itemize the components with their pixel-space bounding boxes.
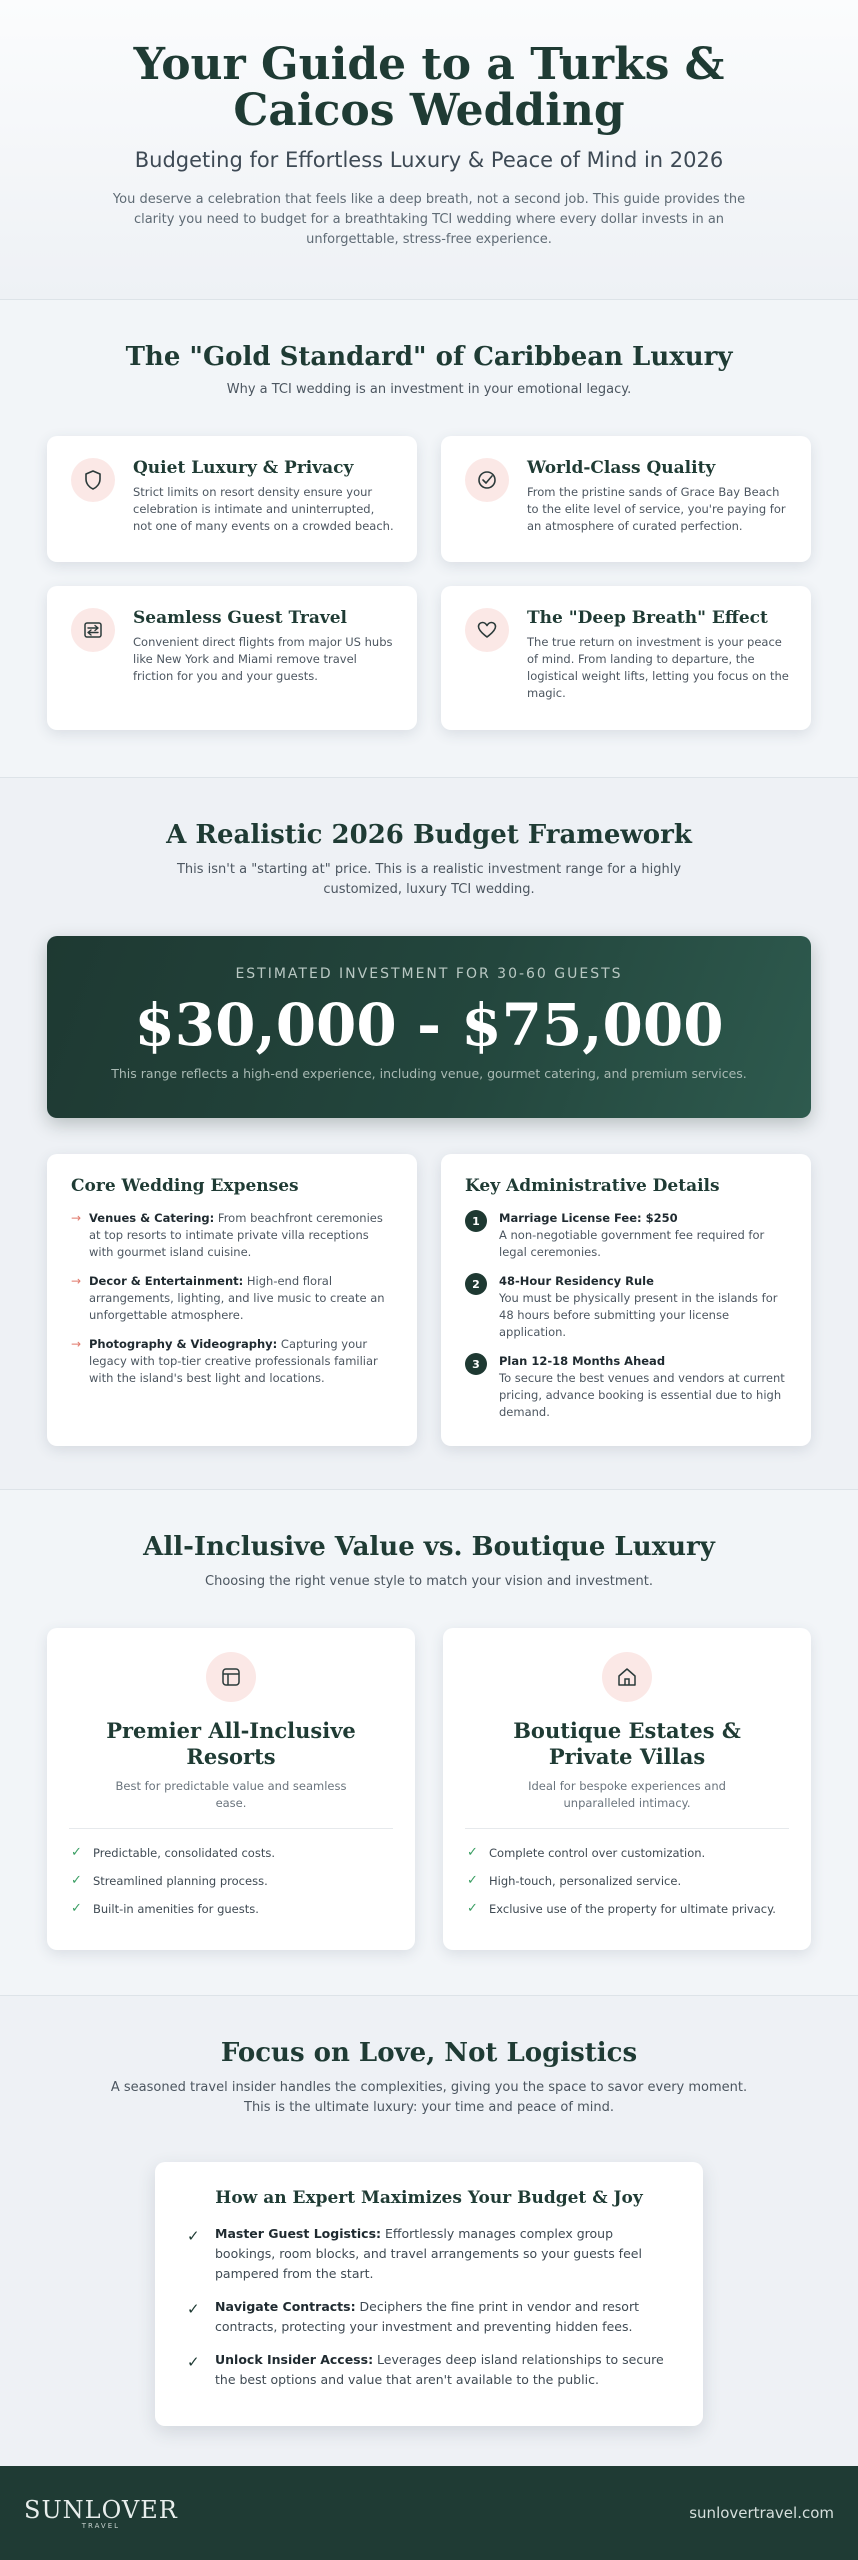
feature-card-travel bbox=[47, 586, 417, 730]
home-icon bbox=[602, 1652, 652, 1702]
card-title: How an Expert Maximizes Your Budget & Joy bbox=[215, 2188, 643, 2208]
feature-card-quality bbox=[441, 436, 811, 562]
check-icon: ✓ bbox=[467, 1901, 478, 1916]
feature-card-privacy bbox=[47, 436, 417, 562]
feature-text: From the pristine sands of Grace Bay Beach to the elite level of service, you're paying for an atmosphere of curated perfection. bbox=[527, 485, 786, 533]
logo-wordmark: SUNLOVER bbox=[24, 2496, 178, 2524]
expert-card bbox=[155, 2162, 703, 2426]
step-number: 3 bbox=[465, 1353, 487, 1375]
admin-item-text: To secure the best venues and vendors at current pricing, advance booking is essential due to high demand. bbox=[499, 1371, 785, 1419]
arrow-right-icon: → bbox=[71, 1274, 82, 1288]
section-lead: A seasoned travel insider handles the complexities, giving you the space to savor every moment. This is the ultimate luxury: your time and peace of mind. bbox=[110, 2080, 748, 2115]
price-range: $30,000 - $75,000 bbox=[134, 991, 724, 1059]
admin-item-text: A non-negotiable government fee required for legal ceremonies. bbox=[499, 1228, 765, 1259]
venue-points bbox=[465, 1839, 789, 1923]
shield-icon bbox=[71, 458, 115, 502]
check-icon: ✓ bbox=[71, 1873, 82, 1888]
check-icon: ✓ bbox=[467, 1845, 478, 1860]
feature-title: World-Class Quality bbox=[527, 458, 716, 478]
resort-icon bbox=[206, 1652, 256, 1702]
arrow-right-icon: → bbox=[71, 1211, 82, 1225]
focus-section bbox=[0, 1996, 858, 2466]
section-title: All-Inclusive Value vs. Boutique Luxury bbox=[143, 1532, 715, 1562]
feature-title: The "Deep Breath" Effect bbox=[527, 608, 768, 628]
heart-icon bbox=[465, 608, 509, 652]
venue-title: Boutique Estates & Private Villas bbox=[513, 1718, 741, 1769]
price-banner bbox=[47, 936, 811, 1118]
page-title: Your Guide to a Turks & Caicos Wedding bbox=[133, 39, 725, 136]
section-title: A Realistic 2026 Budget Framework bbox=[166, 820, 692, 850]
list-item: ✓ Unlock Insider Access: Leverages deep island relationships to secure the best options and value that aren't available to the public. bbox=[187, 2352, 664, 2387]
admin-item bbox=[465, 1273, 787, 1341]
venue-grid bbox=[47, 1628, 811, 1950]
section-title: The "Gold Standard" of Caribbean Luxury bbox=[125, 342, 733, 372]
expense-text: From beachfront ceremonies at top resorts to intimate private villa receptions with gourmet island cuisine. bbox=[89, 1211, 383, 1259]
section-lead: This isn't a "starting at" price. This is a realistic investment range for a highly customized, luxury TCI wedding. bbox=[176, 862, 682, 897]
budget-section bbox=[0, 778, 858, 1490]
gold-standard-section bbox=[0, 300, 858, 778]
admin-item-title: Plan 12-18 Months Ahead bbox=[499, 1354, 666, 1368]
list-item: ✓ Navigate Contracts: Deciphers the fine print in vendor and resort contracts, protecting your investment and preventing hidden fees. bbox=[187, 2299, 639, 2334]
check-icon: ✓ bbox=[71, 1901, 82, 1916]
section-lead: Choosing the right venue style to match your vision and investment. bbox=[205, 1574, 653, 1589]
check-icon: ✓ bbox=[187, 2353, 200, 2371]
transfer-icon bbox=[71, 608, 115, 652]
feature-text: Strict limits on resort density ensure your celebration is intimate and uninterrupted, not one of many events on a crowded beach. bbox=[133, 485, 394, 533]
check-circle-icon bbox=[465, 458, 509, 502]
feature-title: Seamless Guest Travel bbox=[133, 608, 348, 628]
divider bbox=[69, 1828, 393, 1829]
expense-item bbox=[71, 1336, 393, 1387]
core-expenses-card bbox=[47, 1154, 417, 1446]
venue-subtitle: Best for predictable value and seamless ease. bbox=[115, 1779, 347, 1810]
divider bbox=[465, 1828, 789, 1829]
venue-title: Premier All-Inclusive Resorts bbox=[106, 1718, 356, 1769]
list-item: ✓ Predictable, consolidated costs. bbox=[69, 1839, 393, 1867]
check-icon: ✓ bbox=[71, 1845, 82, 1860]
venue-comparison-section bbox=[0, 1490, 858, 1996]
expense-item bbox=[71, 1210, 393, 1261]
intro-text: You deserve a celebration that feels like a deep breath, not a second job. This guide provides the clarity you need to budget for a breathtaking TCI wedding where every dollar invests in an unforgettable, stress-free experience. bbox=[112, 192, 746, 247]
card-title: Core Wedding Expenses bbox=[71, 1176, 299, 1196]
admin-item bbox=[465, 1353, 787, 1421]
expense-label: Photography & Videography: bbox=[89, 1337, 278, 1351]
check-icon: ✓ bbox=[187, 2300, 200, 2318]
hero-section bbox=[0, 0, 858, 300]
admin-item-title: 48-Hour Residency Rule bbox=[499, 1274, 654, 1288]
list-item: ✓ Complete control over customization. bbox=[465, 1839, 789, 1867]
footer bbox=[0, 2466, 858, 2560]
feature-text: The true return on investment is your peace of mind. From landing to departure, the logistical weight lifts, letting you focus on the magic. bbox=[527, 635, 789, 700]
section-title: Focus on Love, Not Logistics bbox=[220, 2038, 638, 2068]
website-link[interactable]: sunlovertravel.com bbox=[689, 2504, 834, 2522]
price-kicker: ESTIMATED INVESTMENT FOR 30-60 GUESTS bbox=[235, 966, 623, 982]
admin-item-title: Marriage License Fee: $250 bbox=[499, 1211, 678, 1225]
admin-item-text: You must be physically present in the islands for 48 hours before submitting your license application. bbox=[499, 1291, 778, 1339]
feature-grid bbox=[47, 436, 811, 730]
step-number: 1 bbox=[465, 1210, 487, 1232]
logo-tagline: TRAVEL bbox=[81, 2522, 121, 2530]
check-icon: ✓ bbox=[187, 2227, 200, 2245]
venue-points bbox=[69, 1839, 393, 1923]
card-title: Key Administrative Details bbox=[465, 1176, 720, 1196]
expense-text: Capturing your legacy with top-tier creative professionals familiar with the island's best light and locations. bbox=[89, 1337, 378, 1385]
feature-title: Quiet Luxury & Privacy bbox=[133, 458, 354, 478]
brand-logo[interactable] bbox=[24, 2496, 178, 2530]
section-lead: Why a TCI wedding is an investment in your emotional legacy. bbox=[226, 382, 632, 397]
step-number: 2 bbox=[465, 1273, 487, 1295]
page-subtitle: Budgeting for Effortless Luxury & Peace of Mind in 2026 bbox=[134, 148, 724, 172]
expense-item bbox=[71, 1273, 393, 1324]
list-item: ✓ Built-in amenities for guests. bbox=[69, 1895, 393, 1923]
list-item: ✓ High-touch, personalized service. bbox=[465, 1867, 789, 1895]
venue-card-boutique bbox=[443, 1628, 811, 1950]
detail-grid bbox=[47, 1154, 811, 1446]
admin-item bbox=[465, 1210, 787, 1261]
venue-card-all-inclusive bbox=[47, 1628, 415, 1950]
feature-text: Convenient direct flights from major US hubs like New York and Miami remove travel friction for you and your guests. bbox=[133, 635, 393, 683]
price-note: This range reflects a high-end experience, including venue, gourmet catering, and premium services. bbox=[111, 1066, 747, 1081]
arrow-right-icon: → bbox=[71, 1337, 82, 1351]
expense-text: High-end floral arrangements, lighting, and live music to create an unforgettable atmosphere. bbox=[89, 1274, 385, 1322]
venue-subtitle: Ideal for bespoke experiences and unparalleled intimacy. bbox=[528, 1779, 726, 1810]
feature-card-deep-breath bbox=[441, 586, 811, 730]
list-item: ✓ Exclusive use of the property for ultimate privacy. bbox=[465, 1895, 789, 1923]
check-icon: ✓ bbox=[467, 1873, 478, 1888]
list-item: ✓ Streamlined planning process. bbox=[69, 1867, 393, 1895]
admin-details-card bbox=[441, 1154, 811, 1446]
list-item: ✓ Master Guest Logistics: Effortlessly manages complex group bookings, room blocks, and travel arrangements so your guests feel pampered from the start. bbox=[187, 2226, 642, 2281]
expense-label: Decor & Entertainment: bbox=[89, 1274, 244, 1288]
expense-label: Venues & Catering: bbox=[89, 1211, 215, 1225]
